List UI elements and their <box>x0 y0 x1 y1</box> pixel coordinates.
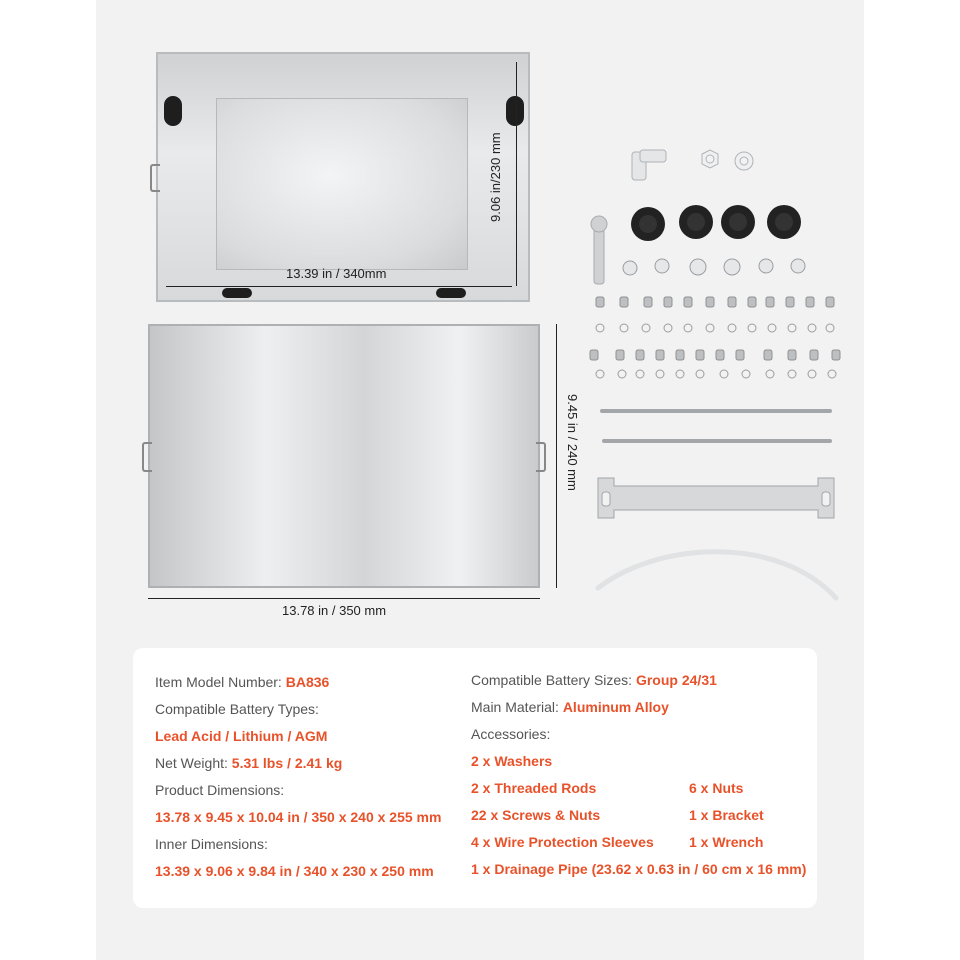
product-dimensions-value: 13.78 x 9.45 x 10.04 in / 350 x 240 x 255 mm <box>155 809 442 825</box>
drainage-pipe-icon <box>598 552 836 598</box>
accessory-screws-nuts: 22 x Screws & Nuts <box>471 807 601 823</box>
battery-sizes-row <box>471 672 717 688</box>
net-weight-row <box>155 755 342 771</box>
battery-box-lid <box>148 324 540 588</box>
accessory-wrench: 1 x Wrench <box>689 834 764 850</box>
wrench-icon <box>591 216 607 284</box>
battery-box-top-view <box>156 52 530 302</box>
grommet-icons <box>631 205 801 241</box>
item-model-row <box>155 674 329 690</box>
washer-icon <box>735 152 753 170</box>
inner-width-line <box>166 286 512 287</box>
box-inner-cavity <box>216 98 468 270</box>
battery-sizes-label: Compatible Battery Sizes: <box>471 672 633 688</box>
inner-height-label: 9.06 in/230 mm <box>488 132 503 222</box>
inner-width-label: 13.39 in / 340mm <box>286 266 387 281</box>
main-material-row <box>471 699 669 715</box>
outer-height-label: 9.45 in / 240 mm <box>565 394 580 491</box>
outer-height-line <box>556 324 557 588</box>
lid-handle-left <box>142 442 152 472</box>
outer-width-label: 13.78 in / 350 mm <box>282 603 387 618</box>
accessory-sleeves: 4 x Wire Protection Sleeves <box>471 834 654 850</box>
accessories-illustration <box>580 140 850 610</box>
accessory-nuts: 6 x Nuts <box>689 780 744 796</box>
main-material-label: Main Material: <box>471 699 559 715</box>
grommet-bottom-left <box>222 288 252 298</box>
main-material-value: Aluminum Alloy <box>562 699 669 715</box>
accessories-label: Accessories: <box>471 726 551 742</box>
accessory-washers: 2 x Washers <box>471 753 553 769</box>
grommet-bottom-right <box>436 288 466 298</box>
bracket-icon <box>598 478 834 518</box>
side-handle <box>150 164 160 192</box>
product-dimensions-label: Product Dimensions: <box>155 782 285 798</box>
inner-height-line <box>516 62 517 286</box>
battery-types-value: Lead Acid / Lithium / AGM <box>155 728 328 744</box>
outer-width-line <box>148 598 540 599</box>
inner-dimensions-label: Inner Dimensions: <box>155 836 268 852</box>
threaded-rods-icon <box>602 411 830 441</box>
battery-sizes-value: Group 24/31 <box>635 672 717 688</box>
grommet-left <box>164 96 182 126</box>
net-weight-label: Net Weight: <box>155 755 228 771</box>
lid-handle-right <box>536 442 546 472</box>
nut-icon <box>702 150 718 168</box>
item-model-label: Item Model Number: <box>155 674 282 690</box>
inner-dimensions-value: 13.39 x 9.06 x 9.84 in / 340 x 230 x 250 mm <box>155 863 434 879</box>
accessory-bracket: 1 x Bracket <box>689 807 764 823</box>
battery-types-label: Compatible Battery Types: <box>155 701 319 717</box>
elbow-fitting-icon <box>632 150 666 180</box>
item-model-value: BA836 <box>285 674 330 690</box>
grommet-right <box>506 96 524 126</box>
accessory-threaded-rods: 2 x Threaded Rods <box>471 780 597 796</box>
accessory-drainage-pipe: 1 x Drainage Pipe (23.62 x 0.63 in / 60 cm x 16 mm) <box>471 861 807 877</box>
net-weight-value: 5.31 lbs / 2.41 kg <box>231 755 343 771</box>
nuts-row-icons <box>623 259 805 275</box>
